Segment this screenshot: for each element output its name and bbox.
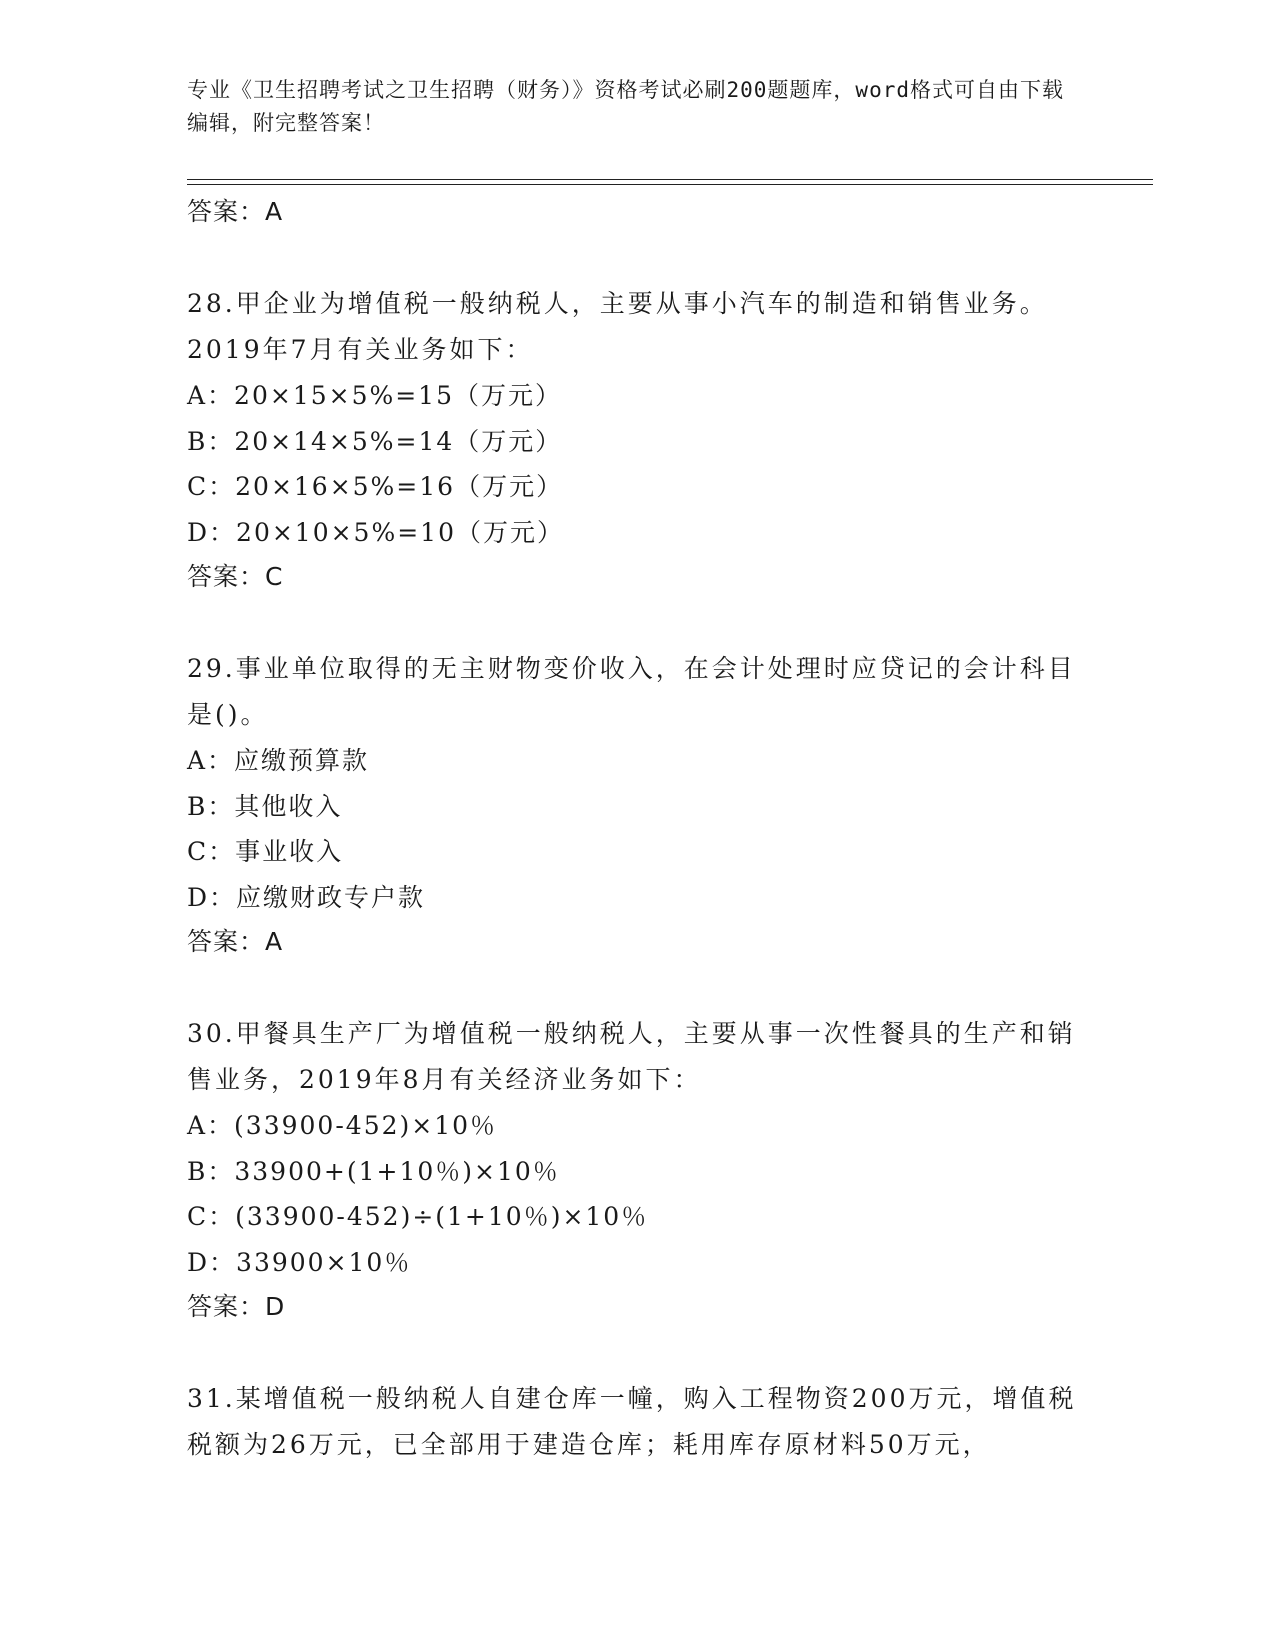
- option-c: C：事业收入: [187, 837, 344, 866]
- option-b: B：33900+(1+10％)×10％: [187, 1156, 560, 1186]
- answer-line: 答案：D: [187, 1292, 286, 1321]
- option-b: B：20×14×5%=14（万元）: [187, 426, 563, 456]
- answer-line: 答案：A: [187, 197, 284, 226]
- option-a: A：应缴预算款: [187, 746, 370, 775]
- option-a: A：20×15×5%=15（万元）: [187, 381, 562, 410]
- option-c: C：(33900-452)÷(1+10％)×10％: [187, 1202, 649, 1231]
- question-text: 30.甲餐具生产厂为增值税一般纳税人，主要从事一次性餐具的生产和销售业务，2019年8月有关经济业务如下：: [187, 1019, 1076, 1094]
- question-text: 31.某增值税一般纳税人自建仓库一幢，购入工程物资200万元，增值税税额为26万元，已全部用于建造仓库；耗用库存原材料50万元，: [187, 1384, 1077, 1459]
- option-d: D：20×10×5%=10（万元）: [187, 517, 564, 547]
- page-header: 专业《卫生招聘考试之卫生招聘（财务）》资格考试必刷200题题库，word格式可自由下载编辑，附完整答案！: [187, 78, 1064, 135]
- header-rule-bottom: [187, 184, 1153, 185]
- question-31: [187, 1376, 1077, 1468]
- option-c: C：20×16×5%=16（万元）: [187, 472, 564, 501]
- option-b: B：其他收入: [187, 791, 343, 821]
- answer-line: 答案：C: [187, 562, 284, 591]
- question-30: [187, 1011, 1077, 1329]
- option-d: D：应缴财政专户款: [187, 882, 426, 912]
- question-text: 29.事业单位取得的无主财物变价收入，在会计处理时应贷记的会计科目是()。: [187, 654, 1076, 729]
- content: [187, 190, 1077, 1468]
- answer-line: 答案：A: [187, 927, 284, 956]
- option-d: D：33900×10％: [187, 1247, 412, 1277]
- option-a: A：(33900-452)×10％: [187, 1111, 498, 1140]
- question-29: [187, 646, 1077, 964]
- question-28: [187, 281, 1077, 599]
- question-text: 28.甲企业为增值税一般纳税人，主要从事小汽车的制造和销售业务。2019年7月有关业务如下：: [187, 289, 1048, 364]
- header-rule-top: [187, 179, 1153, 180]
